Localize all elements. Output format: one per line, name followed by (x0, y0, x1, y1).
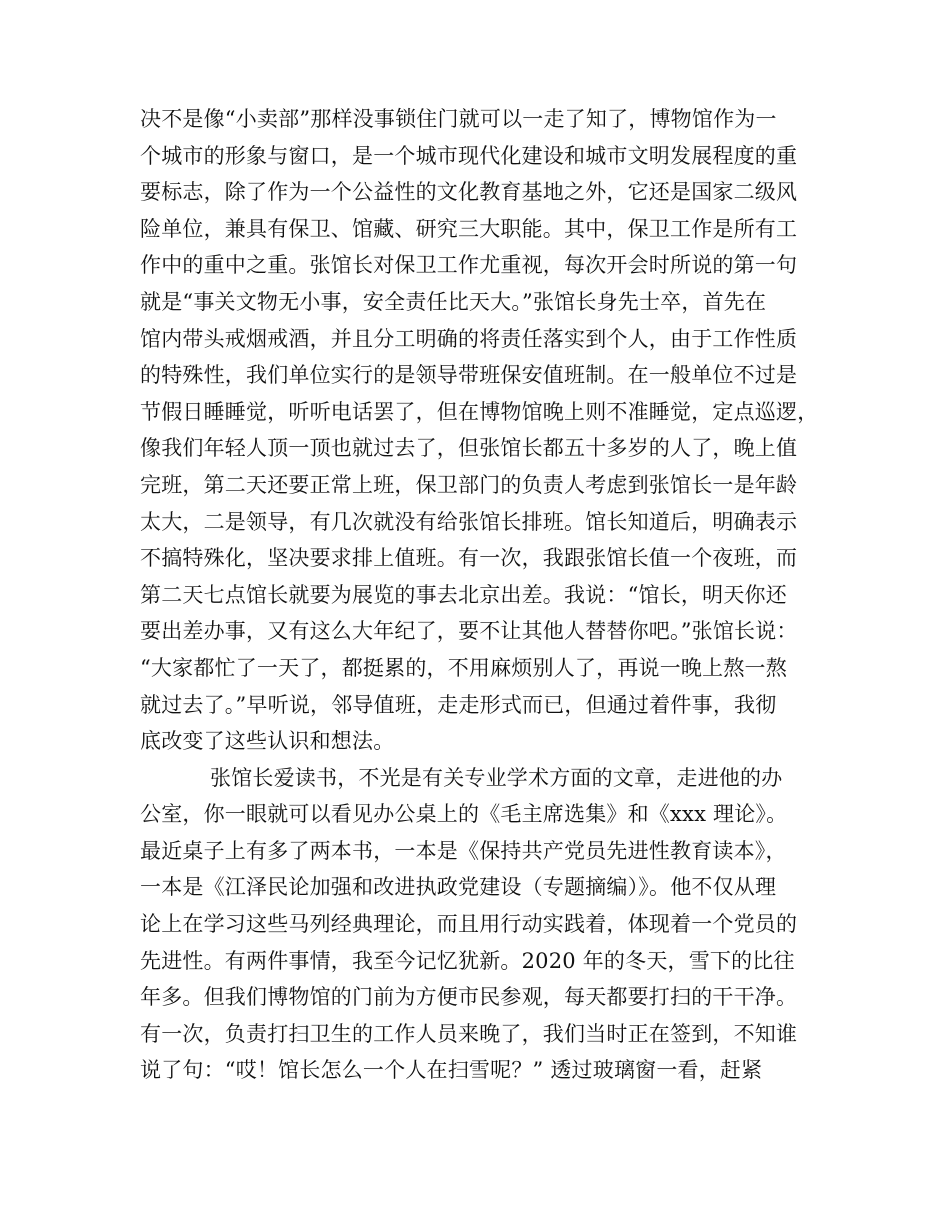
paragraph-1-line-9: 节假日睡睡觉，听听电话罢了，但在博物馆晚上则不准睡觉，定点巡逻， (140, 399, 819, 424)
paragraph-1-line-15: 要出差办事，又有这么大年纪了，要不让其他人替替你吧。”张馆长说： (140, 619, 798, 644)
paragraph-1-line-7: 馆内带头戒烟戒酒，并且分工明确的将责任落实到个人，由于工作性质 (140, 326, 798, 351)
paragraph-2-line-3: 最近桌子上有多了两本书，一本是《保持共产党员先进性教育读本》， (140, 838, 787, 863)
paragraph-1-line-18: 底改变了这些认识和想法。 (140, 729, 395, 754)
paragraph-1-line-16: “大家都忙了一天了，都挺累的，不用麻烦别人了，再说一晚上熬一熬 (140, 655, 787, 680)
paragraph-1-line-5: 作中的重中之重。张馆长对保卫工作尤重视，每次开会时所说的第一句 (140, 253, 798, 278)
paragraph-2-line-1: 张馆长爱读书，不光是有关专业学术方面的文章，走进他的办 (210, 765, 783, 790)
paragraph-2-line-9: 说了句：“哎！馆长怎么一个人在扫雪呢？” 透过玻璃窗一看，赶紧 (140, 1058, 763, 1083)
paragraph-1-line-1: 决不是像“小卖部”那样没事锁住门就可以一走了知了，博物馆作为一 (140, 107, 777, 131)
paragraph-2-line-8: 有一次，负责打扫卫生的工作人员来晚了，我们当时正在签到，不知谁 (140, 1021, 798, 1046)
paragraph-1-line-10: 像我们年轻人顶一顶也就过去了，但张馆长都五十多岁的人了，晚上值 (140, 436, 798, 461)
paragraph-2-line-4: 一本是《江泽民论加强和改进执政党建设（专题摘编）》。他不仅从理 (140, 875, 777, 900)
paragraph-1-line-11: 完班，第二天还要正常上班，保卫部门的负责人考虑到张馆长一是年龄 (140, 472, 798, 497)
paragraph-1-line-13: 不搞特殊化，坚决要求排上值班。有一次，我跟张馆长值一个夜班，而 (140, 546, 798, 571)
paragraph-1-line-14: 第二天七点馆长就要为展览的事去北京出差。我说：“馆长，明天你还 (140, 582, 787, 607)
paragraph-1-line-8: 的特殊性，我们单位实行的是领导带班保安值班制。在一般单位不过是 (140, 363, 798, 388)
paragraph-1-line-3: 要标志，除了作为一个公益性的文化教育基地之外，它还是国家二级风 (140, 180, 798, 205)
paragraph-1-line-17: 就过去了。”早听说，邻导值班，走走形式而已，但通过着件事，我彻 (140, 692, 777, 717)
paragraph-2-line-6: 先进性。有两件事情，我至今记忆犹新。2020 年的冬天，雪下的比往 (140, 948, 795, 973)
paragraph-2-line-7: 年多。但我们博物馆的门前为方便市民参观，每天都要打扫的干干净。 (140, 985, 798, 1010)
paragraph-2-line-5: 论上在学习这些马列经典理论，而且用行动实践着，体现着一个党员的 (140, 912, 798, 937)
paragraph-1-line-6: 就是“事关文物无小事，安全责任比天大。”张馆长身先士卒，首先在 (140, 289, 767, 314)
paragraph-1-line-12: 太大，二是领导，有几次就没有给张馆长排班。馆长知道后，明确表示 (140, 509, 798, 534)
body-text (140, 101, 820, 1089)
paragraph-2-line-2: 公室，你一眼就可以看见办公桌上的《毛主席选集》和《xxx 理论》。 (140, 802, 788, 827)
paragraph-1-line-2: 个城市的形象与窗口，是一个城市现代化建设和城市文明发展程度的重 (140, 143, 798, 168)
paragraph-1-line-4: 险单位，兼具有保卫、馆藏、研究三大职能。其中，保卫工作是所有工 (140, 216, 798, 241)
